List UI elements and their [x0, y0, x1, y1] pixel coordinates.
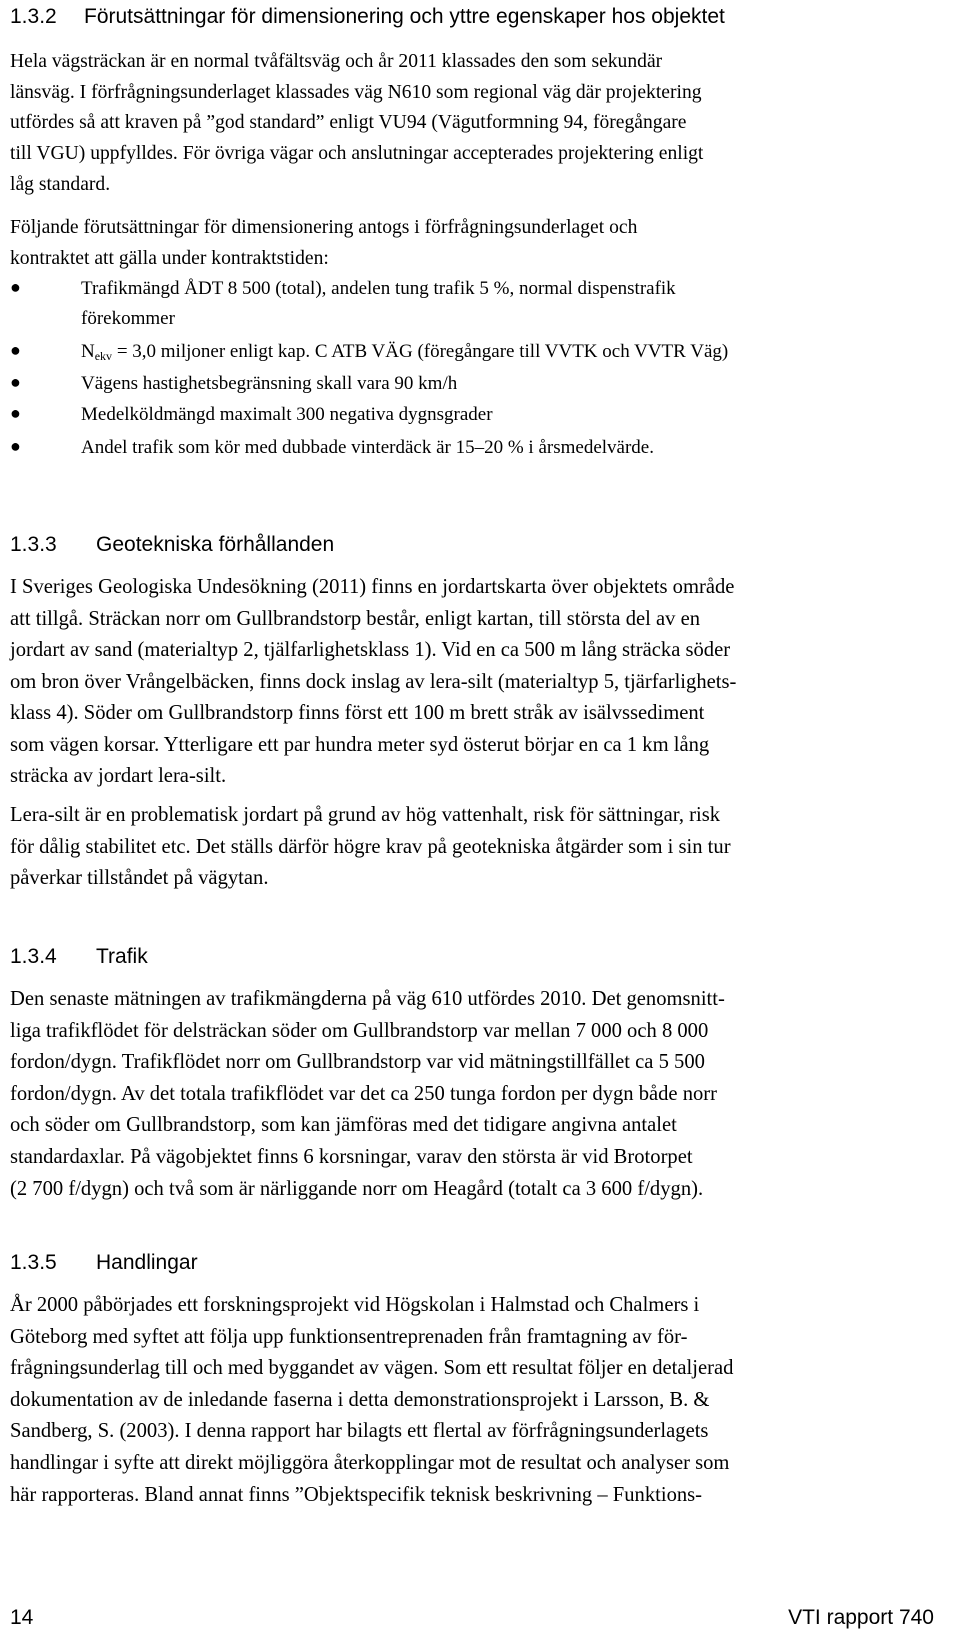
bullet-icon: ●	[10, 277, 21, 297]
paragraph-geology	[10, 572, 945, 793]
text-line: Trafikmängd ÅDT 8 500 (total), andelen tung trafik 5 %, normal dispenstrafik	[81, 278, 676, 299]
text-line: Följande förutsättningar för dimensionering antogs i förfrågningsunderlaget och	[10, 217, 638, 238]
ekv-subscript: ekv	[94, 349, 113, 363]
bullet-icon: ●	[10, 340, 21, 360]
section-heading-1-3-5	[10, 1250, 198, 1276]
text-line: att tillgå. Sträckan norr om Gullbrandstorp består, enligt kartan, till största del av en	[10, 607, 701, 630]
text-line: Andel trafik som kör med dubbade vinterdäck är 15–20 % i årsmedelvärde.	[81, 437, 654, 458]
text-line: liga trafikflödet för delsträckan söder om Gullbrandstorp var mellan 7 000 och 8 000	[10, 1019, 709, 1042]
text-line: Hela vägsträckan är en normal tvåfältsväg och år 2011 klassades den som sekundär	[10, 51, 663, 72]
section-number: 1.3.3	[10, 533, 57, 556]
bullet-icon: ●	[10, 403, 21, 423]
page-number: 14	[10, 1606, 34, 1629]
text-line: länsväg. I förfrågningsunderlaget klassades väg N610 som regional väg där projektering	[10, 81, 702, 103]
paragraph-dimensioning-intro	[10, 212, 945, 274]
section-number: 1.3.4	[10, 945, 57, 968]
text-line: (2 700 f/dygn) och två som är närliggande norr om Heagård (totalt ca 3 600 f/dygn).	[10, 1177, 704, 1200]
text-line: jordart av sand (materialtyp 2, tjälfarlighetsklass 1). Vid en ca 500 m lång sträcka söder	[10, 639, 731, 661]
text-line: Medelköldmängd maximalt 300 negativa dygnsgrader	[81, 404, 493, 425]
text-line: fordon/dygn. Av det totala trafikflödet var det ca 250 tunga fordon per dygn både norr	[10, 1082, 718, 1105]
text-line: förekommer	[81, 308, 175, 329]
report-label: VTI rapport 740	[788, 1606, 934, 1629]
text-line: Den senaste mätningen av trafikmängderna på väg 610 utfördes 2010. Det genomsnitt-	[10, 988, 725, 1010]
text-line: om bron över Vrångelbäcken, finns dock inslag av lera-silt (materialtyp 5, tjärfarlighets-	[10, 670, 737, 693]
section-number: 1.3.5	[10, 1251, 57, 1274]
paragraph-traffic	[10, 984, 945, 1205]
text-line: I Sveriges Geologiska Undesökning (2011) finns en jordartskarta över objektets område	[10, 576, 735, 598]
text-line: År 2000 påbörjades ett forskningsprojekt vid Högskolan i Halmstad och Chalmers i	[10, 1294, 700, 1316]
text-line: Vägens hastighetsbegränsning skall vara 90 km/h	[81, 373, 458, 394]
text-line: kontraktet att gälla under kontraktstiden:	[10, 248, 329, 269]
paragraph-clay-silt	[10, 800, 945, 895]
paragraph-road-classification	[10, 47, 945, 201]
text-line: = 3,0 miljoner enligt kap. C ATB VÄG (föregångare till VVTK och VVTR Väg)	[112, 341, 729, 362]
text-line: klass 4). Söder om Gullbrandstorp finns först ett 100 m brett stråk av isälvssediment	[10, 702, 705, 724]
section-title: Trafik	[96, 945, 148, 968]
text-line: standardaxlar. På vägobjektet finns 6 korsningar, varav den största är vid Brotorpet	[10, 1145, 693, 1168]
section-number: 1.3.2	[10, 5, 57, 28]
text-line: här rapporteras. Bland annat finns ”Objektspecifik teknisk beskrivning – Funktions-	[10, 1483, 703, 1506]
text-line: som vägen korsar. Ytterligare ett par hundra meter syd österut börjar en ca 1 km lång	[10, 733, 710, 756]
paragraph-documents	[10, 1290, 945, 1511]
section-title: Förutsättningar för dimensionering och yttre egenskaper hos objektet	[84, 5, 725, 28]
section-title: Geotekniska förhållanden	[96, 533, 335, 556]
text-line: handlingar i syfte att direkt möjliggöra återkopplingar mot de resultat och analyser som	[10, 1451, 730, 1474]
text-line: låg standard.	[10, 173, 111, 195]
section-heading-1-3-4	[10, 944, 148, 970]
text-line: påverkar tillståndet på vägytan.	[10, 867, 269, 889]
text-line: Sandberg, S. (2003). I denna rapport har bilagts ett flertal av förfrågningsunderlagets	[10, 1420, 709, 1443]
section-title: Handlingar	[96, 1251, 198, 1274]
text-line: för dålig stabilitet etc. Det ställs därför högre krav på geotekniska åtgärder som i sin tur	[10, 835, 731, 858]
text-line: utfördes så att kraven på ”god standard” enligt VU94 (Vägutformning 94, föregångare	[10, 112, 687, 134]
bullet-icon: ●	[10, 436, 21, 456]
text-line: Lera-silt är en problematisk jordart på grund av hög vattenhalt, risk för sättningar, risk	[10, 804, 721, 826]
text-line: Göteborg med syftet att följa upp funktionsentreprenaden från framtagning av för-	[10, 1325, 688, 1348]
text-line: till VGU) uppfylldes. För övriga vägar och anslutningar accepterades projektering enligt	[10, 143, 704, 165]
text-line: sträcka av jordart lera-silt.	[10, 765, 227, 787]
section-heading-1-3-2	[10, 4, 725, 30]
text-line: dokumentation av de inledande faserna i detta demonstrationsprojekt i Larsson, B. &	[10, 1388, 710, 1411]
n-symbol: N	[81, 341, 95, 362]
text-line: fordon/dygn. Trafikflödet norr om Gullbrandstorp var vid mätningstillfället ca 5 500	[10, 1051, 705, 1074]
section-heading-1-3-3	[10, 532, 334, 558]
bullet-icon: ●	[10, 372, 21, 392]
text-line: frågningsunderlag till och med byggandet av vägen. Som ett resultat följer en detaljerad	[10, 1357, 734, 1380]
text-line: och söder om Gullbrandstorp, som kan jämföras med det tidigare angivna antalet	[10, 1114, 677, 1137]
